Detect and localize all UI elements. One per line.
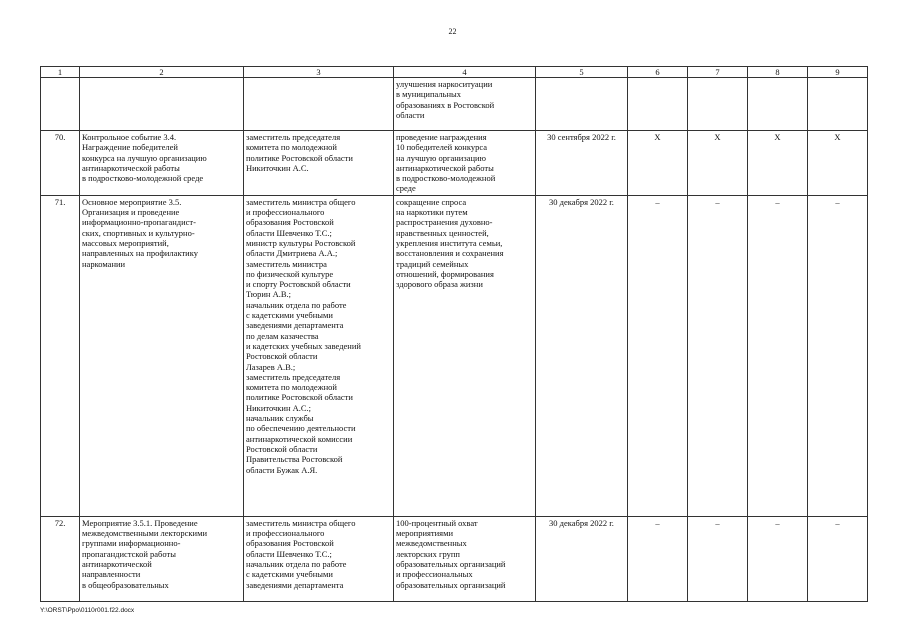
cell-line: Никиточкин А.С. xyxy=(246,162,309,173)
mark-cell: – xyxy=(688,516,748,601)
table-row xyxy=(41,195,868,516)
cell-line: межведомственных xyxy=(396,538,467,549)
deadline-date: 30 декабря 2022 г. xyxy=(536,195,628,516)
cell-line: заведениями департамента xyxy=(246,320,344,331)
responsible-person xyxy=(244,516,394,601)
mark-cell: Х xyxy=(808,131,868,196)
file-path-footer: Y:\ORST\Ppo\0110r001.f22.docx xyxy=(40,607,135,614)
cell-line: заместитель министра общего xyxy=(246,517,356,528)
deadline-date: 30 сентября 2022 г. xyxy=(536,131,628,196)
mark-cell xyxy=(808,78,868,131)
mark-cell xyxy=(628,78,688,131)
cell-line: с кадетскими учебными xyxy=(246,569,333,580)
cell-line: Ростовской области xyxy=(246,351,318,362)
mark-cell: – xyxy=(688,195,748,516)
cell-line: образования Ростовской xyxy=(246,217,334,228)
cell-line: области Шевченко Т.С.; xyxy=(246,548,332,559)
cell-line: Мероприятие 3.5.1. Проведение xyxy=(82,517,198,528)
cell-line: Награждение победителей xyxy=(82,142,178,153)
cell-line: образованиях в Ростовской xyxy=(396,99,495,110)
cell-line: антинаркотической работы xyxy=(82,162,180,173)
cell-line: комитета по молодежной xyxy=(246,382,337,393)
cell-line: образовательных организаций xyxy=(396,579,506,590)
cell-line: политике Ростовской области xyxy=(246,152,353,163)
cell-line: межведомственными лекторскими xyxy=(82,528,208,539)
cell-line: 10 победителей конкурса xyxy=(396,142,488,153)
column-header: 3 xyxy=(244,67,394,78)
cell-line: области Дмитриева А.А.; xyxy=(246,248,338,259)
cell-line: Контрольное событие 3.4. xyxy=(82,132,177,142)
column-header: 9 xyxy=(808,67,868,78)
event-name xyxy=(80,516,244,601)
cell-line: образования Ростовской xyxy=(246,538,334,549)
cell-line: здорового образа жизни xyxy=(396,279,483,290)
mark-cell: – xyxy=(808,195,868,516)
row-number: 72. xyxy=(41,516,80,601)
cell-line: лекторских групп xyxy=(396,548,460,559)
cell-line: Никиточкин А.С.; xyxy=(246,402,312,413)
cell-line: области Шевченко Т.С.; xyxy=(246,227,332,238)
cell-line: образовательных организаций xyxy=(396,558,506,569)
cell-line: отношений, формирования xyxy=(396,268,494,279)
cell-line: направленности xyxy=(82,569,141,580)
cell-line: и спорту Ростовской области xyxy=(246,279,351,290)
column-header: 4 xyxy=(394,67,536,78)
cell-line: нравственных ценностей, xyxy=(396,227,489,238)
table-row xyxy=(41,78,868,131)
cell-line: мероприятиями xyxy=(396,528,454,539)
event-name xyxy=(80,131,244,196)
cell-line: заведениями департамента xyxy=(246,579,344,590)
cell-line: в подростково-молодежной xyxy=(396,173,496,184)
cell-line: в общеобразовательных xyxy=(82,579,169,590)
cell-line: в муниципальных xyxy=(396,89,461,100)
column-header: 2 xyxy=(80,67,244,78)
cell-line: улучшения наркоситуации xyxy=(396,79,493,89)
column-header: 8 xyxy=(748,67,808,78)
cell-line: массовых мероприятий, xyxy=(82,237,169,248)
event-name xyxy=(80,195,244,516)
responsible-person xyxy=(244,131,394,196)
mark-cell: – xyxy=(748,195,808,516)
expected-result xyxy=(394,131,536,196)
responsible-person xyxy=(244,195,394,516)
mark-cell: Х xyxy=(748,131,808,196)
cell-line: наркомании xyxy=(82,258,126,269)
cell-line: сокращение спроса xyxy=(396,196,467,207)
cell-line: заместитель председателя xyxy=(246,371,341,382)
column-header: 7 xyxy=(688,67,748,78)
cell-line: и профессиональных xyxy=(396,569,473,580)
cell-line: укрепления института семьи, xyxy=(396,237,503,248)
deadline-date xyxy=(536,78,628,131)
cell-line: заместитель председателя xyxy=(246,132,341,142)
table-row xyxy=(41,516,868,601)
header-row xyxy=(41,67,868,78)
cell-line: традиций семейных xyxy=(396,258,469,269)
cell-line: конкурса на лучшую организацию xyxy=(82,152,207,163)
cell-line: заместитель министра xyxy=(246,258,327,269)
cell-line: начальник службы xyxy=(246,413,314,424)
cell-line: области xyxy=(396,109,425,120)
cell-line: ских, спортивных и культурно- xyxy=(82,227,195,238)
cell-line: по физической культуре xyxy=(246,268,334,279)
expected-result xyxy=(394,516,536,601)
cell-line: группами информационно- xyxy=(82,538,181,549)
mark-cell xyxy=(688,78,748,131)
column-header: 5 xyxy=(536,67,628,78)
cell-line: среде xyxy=(396,183,416,194)
cell-line: на наркотики путем xyxy=(396,207,468,218)
cell-line: пропагандистской работы xyxy=(82,548,176,559)
cell-line: Лазарев А.В.; xyxy=(246,361,296,372)
cell-line: начальник отдела по работе xyxy=(246,558,347,569)
deadline-date: 30 декабря 2022 г. xyxy=(536,516,628,601)
cell-line: Правительства Ростовской xyxy=(246,454,343,465)
mark-cell: – xyxy=(808,516,868,601)
cell-line: заместитель министра общего xyxy=(246,196,356,207)
cell-line: на лучшую организацию xyxy=(396,152,486,163)
mark-cell: Х xyxy=(688,131,748,196)
cell-line: проведение награждения xyxy=(396,132,487,142)
cell-line: по обеспечению деятельности xyxy=(246,423,356,434)
page-number: 22 xyxy=(448,27,457,36)
cell-line: области Бужак А.Я. xyxy=(246,464,318,475)
cell-line: Основное мероприятие 3.5. xyxy=(82,196,182,207)
cell-line: восстановления и сохранения xyxy=(396,248,504,259)
expected-result xyxy=(394,78,536,131)
cell-line: и профессионального xyxy=(246,528,325,539)
row-number xyxy=(41,78,80,131)
cell-line: министр культуры Ростовской xyxy=(246,237,356,248)
column-header: 1 xyxy=(41,67,80,78)
cell-line: 100-процентный охват xyxy=(396,517,478,528)
mark-cell: – xyxy=(748,516,808,601)
cell-line: антинаркотической работы xyxy=(396,162,494,173)
table-row xyxy=(41,131,868,196)
cell-line: и профессионального xyxy=(246,207,325,218)
plan-table xyxy=(40,66,868,602)
cell-line: информационно-пропагандист- xyxy=(82,217,196,228)
expected-result xyxy=(394,195,536,516)
mark-cell: – xyxy=(628,516,688,601)
cell-line: Тюрин А.В.; xyxy=(246,289,292,300)
row-number: 71. xyxy=(41,195,80,516)
mark-cell: – xyxy=(628,195,688,516)
cell-line: антинаркотической xyxy=(82,558,152,569)
mark-cell xyxy=(748,78,808,131)
cell-line: в подростково-молодежной среде xyxy=(82,173,204,184)
row-number: 70. xyxy=(41,131,80,196)
column-header: 6 xyxy=(628,67,688,78)
mark-cell: Х xyxy=(628,131,688,196)
cell-line: и кадетских учебных заведений xyxy=(246,340,361,351)
cell-line: по делам казачества xyxy=(246,330,319,341)
cell-line: антинаркотической комиссии xyxy=(246,433,353,444)
cell-line: политике Ростовской области xyxy=(246,392,353,403)
cell-line: начальник отдела по работе xyxy=(246,299,347,310)
cell-line: комитета по молодежной xyxy=(246,142,337,153)
responsible-person xyxy=(244,78,394,131)
event-name xyxy=(80,78,244,131)
cell-line: распространения духовно- xyxy=(396,217,493,228)
cell-line: Ростовской области xyxy=(246,443,318,454)
cell-line: Организация и проведение xyxy=(82,207,180,218)
cell-line: направленных на профилактику xyxy=(82,248,198,259)
cell-line: с кадетскими учебными xyxy=(246,310,333,321)
